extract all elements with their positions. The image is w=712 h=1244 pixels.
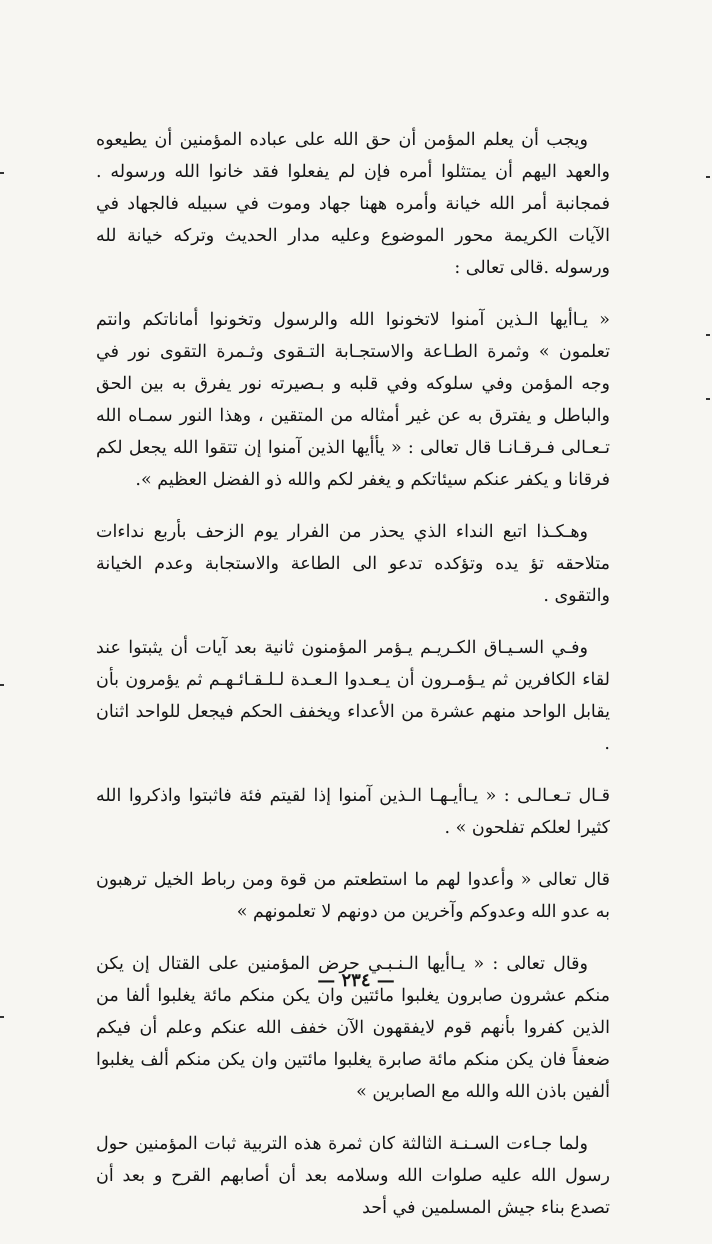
- paragraph-5: قـال تـعـالـى : « يـاأيـهـا الـذين آمنوا إذا لقيتم فئة فاثبتوا واذكروا الله كثيرا لعلكم تفلحون » .: [96, 786, 610, 838]
- paragraph-1: ويجب أن يعلم المؤمن أن حق الله على عباده المؤمنين أن يطيعوه والعهد اليهم أن يمتثلوا أمره فإن لم يفعلوا فقد خانوا الله ورسوله . فمجانبة أمر الله خيانة وأمره ههنا جهاد وموت في سبيله فالجهاد في الآيات الكريمة محور الموضوع وعليه مدار الحديث وتركه خيانة لله ورسوله .قالى تعالى :: [96, 130, 610, 278]
- margin-mark: [706, 398, 710, 400]
- margin-mark: [706, 176, 710, 178]
- margin-mark: [706, 334, 710, 336]
- margin-mark: [0, 172, 4, 174]
- page-number: — ٢٣٤ —: [317, 970, 395, 991]
- margin-mark: [0, 1016, 4, 1018]
- paragraph-3: وهـكـذا اتبع النداء الذي يحذر من الفرار يوم الزحف بأربع نداءات متلاحقه تؤ يده وتؤكده تدعو الى الطاعة والاستجابة وعدم الخيانة والتقوى .: [96, 522, 610, 606]
- page-body: [96, 124, 610, 1244]
- paragraph-6: قال تعالى « وأعدوا لهم ما استطعتم من قوة ومن رباط الخيل ترهبون به عدو الله وعدوكم وآخرين من دونهم لا تعلمونهم »: [96, 870, 610, 922]
- paragraph-2: « يـاأيها الـذين آمنوا لاتخونوا الله والرسول وتخونوا أماناتكم وانتم تعلمون » وثمرة الطـاعة والاستجـابة التـقوى وثـمرة التقوى نور في وجه المؤمن وفي سلوكه وفي قلبه و بـصيرته نور يفرق به بين الحق والباطل و يفترق به عن غير أمثاله من المتقين ، وهذا النور سمـاه الله تـعـالى فـرقـانـا قال تعالى : « يأأيها الذين آمنوا إن تتقوا الله يجعل لكم فرقانا و يكفر عنكم سيئاتكم و يغفر لكم والله ذو الفضل العظيم ».: [96, 310, 610, 490]
- margin-mark: [0, 684, 4, 686]
- paragraph-8: ولما جـاءت السـنـة الثالثة كان ثمرة هذه التربية ثبات المؤمنين حول رسول الله عليه صلوات الله وسلامه بعد أن أصابهم القرح و بعد أن تصدع بناء جيش المسلمين في أحد: [96, 1134, 610, 1218]
- paragraph-7: وقال تعالى : « يـاأيها الـنـبـي حرض المؤمنين على القتال إن يكن منكم عشرون صابرون يغلبوا مائتين وان يكن منكم مائة يغلبوا ألفا من الذين كفروا بأنهم قوم لايفقهون الآن خفف الله عنكم وعلم أن فيكم ضعفاً فان يكن منكم مائة صابرة يغلبوا مائتين وان يكن منكم ألف يغلبوا ألفين باذن الله والله مع الصابرين »: [96, 954, 610, 1102]
- paragraph-4: وفـي السـيـاق الكـريـم يـؤمر المؤمنون ثانية بعد آيات أن يثبتوا عند لقاء الكافرين ثم يـؤمـرون أن يـعـدوا الـعـدة لـلـقـائـهـم ثم يؤمرون بأن يقابل الواحد منهم عشرة من الأعداء ويخفف الحكم فيجعل للواحد اثنان .: [96, 638, 610, 754]
